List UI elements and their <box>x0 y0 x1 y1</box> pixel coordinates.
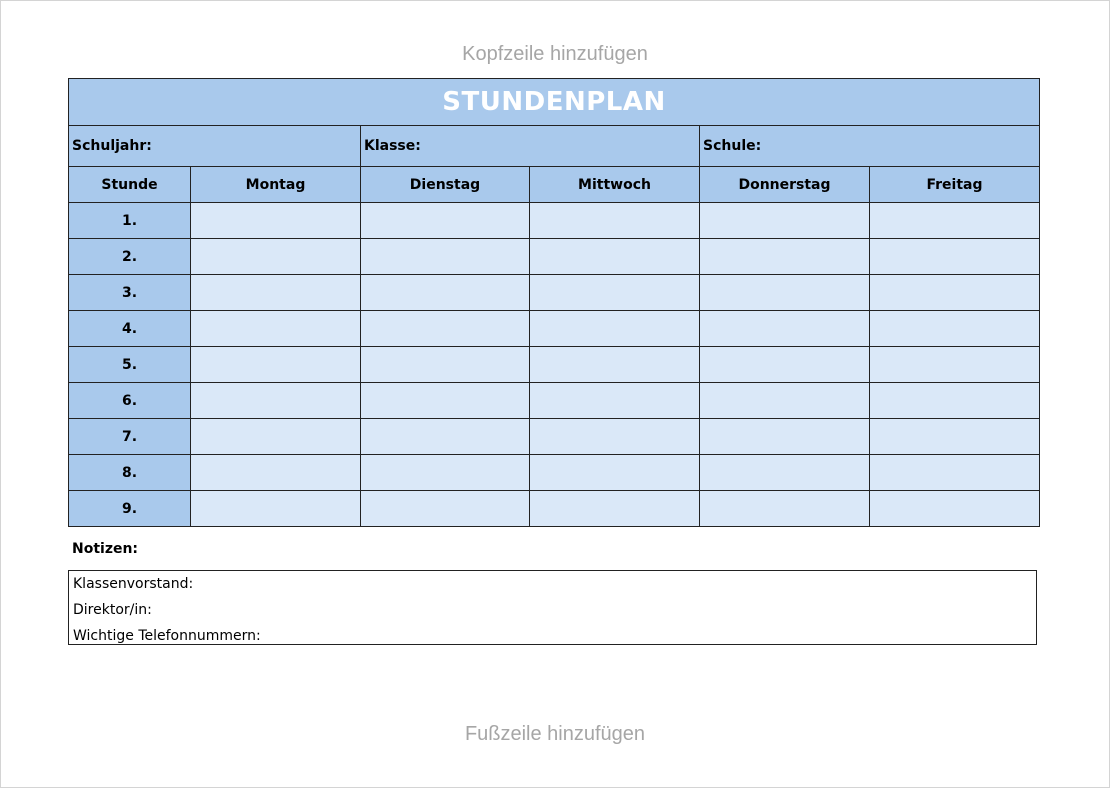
timetable-cell[interactable] <box>700 455 870 491</box>
timetable-cell[interactable] <box>191 275 361 311</box>
schuljahr-field[interactable]: Schuljahr: <box>69 126 361 167</box>
timetable-cell[interactable] <box>361 419 530 455</box>
notes-box <box>68 570 1037 645</box>
timetable-cell[interactable] <box>870 275 1040 311</box>
klasse-field[interactable]: Klasse: <box>361 126 700 167</box>
timetable-cell[interactable] <box>530 383 700 419</box>
period-number[interactable]: 7. <box>69 419 191 455</box>
timetable-cell[interactable] <box>530 311 700 347</box>
timetable-cell[interactable] <box>361 311 530 347</box>
notes-label[interactable]: Notizen: <box>72 541 139 557</box>
column-header-row <box>69 167 1040 203</box>
timetable-cell[interactable] <box>870 419 1040 455</box>
timetable-cell[interactable] <box>191 239 361 275</box>
timetable-cell[interactable] <box>361 275 530 311</box>
period-number[interactable]: 5. <box>69 347 191 383</box>
header-placeholder[interactable]: Kopfzeile hinzufügen <box>462 43 648 65</box>
table-row <box>69 203 1040 239</box>
timetable-cell[interactable] <box>870 239 1040 275</box>
period-number[interactable]: 8. <box>69 455 191 491</box>
timetable-cell[interactable] <box>530 491 700 527</box>
table-row <box>69 383 1040 419</box>
timetable-cell[interactable] <box>700 239 870 275</box>
timetable-cell[interactable] <box>870 383 1040 419</box>
timetable-cell[interactable] <box>700 347 870 383</box>
column-header-donnerstag[interactable]: Donnerstag <box>700 167 870 203</box>
table-row <box>69 311 1040 347</box>
timetable-cell[interactable] <box>530 419 700 455</box>
timetable <box>68 78 1040 527</box>
timetable-cell[interactable] <box>530 203 700 239</box>
timetable-cell[interactable] <box>361 239 530 275</box>
timetable-cell[interactable] <box>361 203 530 239</box>
timetable-cell[interactable] <box>870 455 1040 491</box>
timetable-cell[interactable] <box>361 347 530 383</box>
timetable-cell[interactable] <box>191 455 361 491</box>
timetable-cell[interactable] <box>361 455 530 491</box>
notes-line-klassenvorstand[interactable]: Klassenvorstand: <box>73 576 194 592</box>
timetable-cell[interactable] <box>361 491 530 527</box>
timetable-cell[interactable] <box>700 311 870 347</box>
column-header-stunde[interactable]: Stunde <box>69 167 191 203</box>
column-header-dienstag[interactable]: Dienstag <box>361 167 530 203</box>
timetable-cell[interactable] <box>700 419 870 455</box>
period-number[interactable]: 3. <box>69 275 191 311</box>
column-header-freitag[interactable]: Freitag <box>870 167 1040 203</box>
timetable-cell[interactable] <box>700 383 870 419</box>
timetable-cell[interactable] <box>870 491 1040 527</box>
period-number[interactable]: 9. <box>69 491 191 527</box>
table-row <box>69 455 1040 491</box>
timetable-title[interactable]: STUNDENPLAN <box>69 79 1040 126</box>
table-row <box>69 239 1040 275</box>
table-row <box>69 491 1040 527</box>
timetable-cell[interactable] <box>191 383 361 419</box>
table-row <box>69 419 1040 455</box>
timetable-cell[interactable] <box>700 203 870 239</box>
period-number[interactable]: 6. <box>69 383 191 419</box>
timetable-cell[interactable] <box>191 347 361 383</box>
notes-line-direktor[interactable]: Direktor/in: <box>73 602 152 618</box>
timetable-cell[interactable] <box>870 203 1040 239</box>
table-row <box>69 275 1040 311</box>
timetable-cell[interactable] <box>870 347 1040 383</box>
timetable-cell[interactable] <box>700 491 870 527</box>
timetable-cell[interactable] <box>191 311 361 347</box>
notes-line-telefonnummern[interactable]: Wichtige Telefonnummern: <box>73 628 261 644</box>
timetable-cell[interactable] <box>191 203 361 239</box>
timetable-cell[interactable] <box>361 383 530 419</box>
timetable-cell[interactable] <box>191 491 361 527</box>
timetable-cell[interactable] <box>870 311 1040 347</box>
schule-field[interactable]: Schule: <box>700 126 1040 167</box>
timetable-cell[interactable] <box>530 455 700 491</box>
timetable-cell[interactable] <box>530 275 700 311</box>
column-header-mittwoch[interactable]: Mittwoch <box>530 167 700 203</box>
period-number[interactable]: 2. <box>69 239 191 275</box>
timetable-cell[interactable] <box>530 347 700 383</box>
table-row <box>69 347 1040 383</box>
timetable-cell[interactable] <box>191 419 361 455</box>
footer-placeholder[interactable]: Fußzeile hinzufügen <box>464 723 646 745</box>
column-header-montag[interactable]: Montag <box>191 167 361 203</box>
timetable-cell[interactable] <box>700 275 870 311</box>
period-number[interactable]: 4. <box>69 311 191 347</box>
period-number[interactable]: 1. <box>69 203 191 239</box>
timetable-cell[interactable] <box>530 239 700 275</box>
